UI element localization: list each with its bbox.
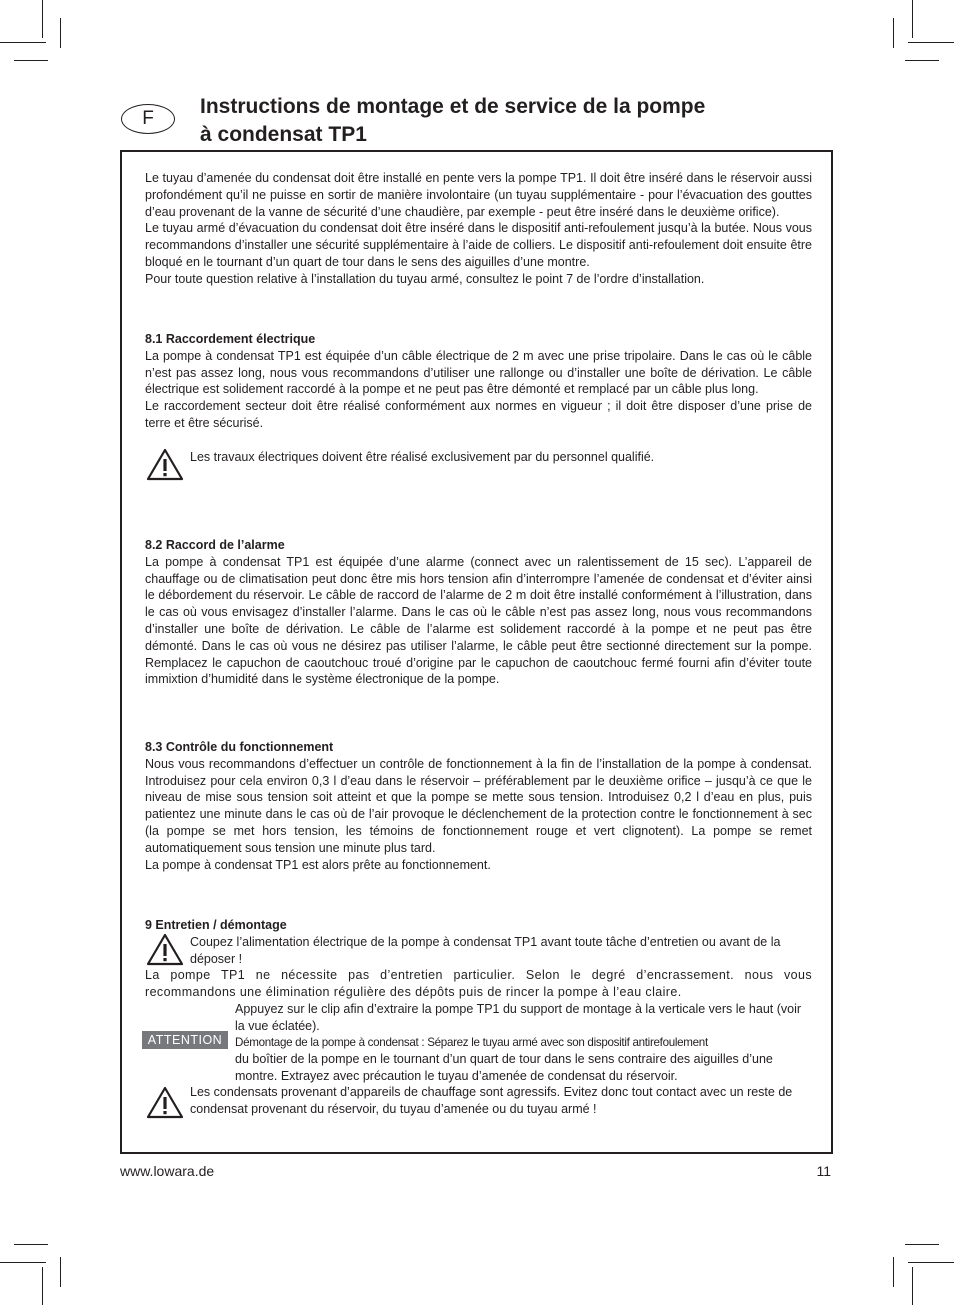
crop-mark <box>0 42 46 43</box>
attention-badge: ATTENTION <box>142 1031 228 1049</box>
section-heading: 8.3 Contrôle du fonctionnement <box>145 740 334 754</box>
paragraph: du boîtier de la pompe en le tournant d’un quart de tour dans le sens contraire des aiguilles d’une montre. Extrayez avec précaution le tuyau d’amenée de condensat du réservoir. <box>235 1052 773 1084</box>
paragraph: Le raccordement secteur doit être réalisé conformément aux normes en vigueur ; il doit être disposer d’une prise de terre et être sécurisé. <box>145 399 812 430</box>
section-8-3 <box>145 739 812 873</box>
crop-mark <box>905 1244 939 1245</box>
crop-mark <box>905 60 939 61</box>
warning-triangle-icon <box>146 933 184 966</box>
paragraph: La pompe à condensat TP1 est alors prête au fonctionnement. <box>145 857 491 872</box>
crop-mark <box>0 1262 46 1263</box>
page-number: 11 <box>816 1163 831 1179</box>
crop-mark <box>893 1257 894 1287</box>
paragraph: Nous vous recommandons d’effectuer un contrôle de fonctionnement à la fin de l’installation de la pompe à condensat. Introduisez pour cela environ 0,3 l d’eau dans le réservoir – préférablement par le deuxième orifice – jusqu’à ce que le niveau de mise sous tension soit atteint et que la pompe se mette sous tension. Introduisez 0,2 l d’eau en plus, puis patientez une minute dans le cas où de l’air provoque le déclenchement de la protection contre le fonctionnement à sec (la pompe se met hors tension, les témoins de fonctionnement rouge et vert clignotent). La pompe se remet automatiquement sous tension une minute plus tard. <box>145 756 812 855</box>
warning-text: Coupez l’alimentation électrique de la pompe à condensat TP1 avant toute tâche d’entretien ou avant de la déposer ! <box>190 935 781 966</box>
title-line-2: à condensat TP1 <box>200 123 367 146</box>
section-8-1 <box>145 331 812 432</box>
crop-mark <box>60 1257 61 1287</box>
warning-triangle-icon <box>146 448 184 481</box>
section-8-2 <box>145 537 812 688</box>
intro-section <box>145 170 812 288</box>
crop-mark <box>912 0 913 38</box>
paragraph: Le tuyau d’amenée du condensat doit être installé en pente vers la pompe TP1. Il doit être inséré dans le réservoir aussi profondément qu’il ne puisse en sortir de manière involontaire (un tuyau supplémentaire - pour l’évacuation des gouttes d’eau provenant de la vanne de sécurité d’une chaudière, par exemple - peut être inséré dans le deuxième orifice). <box>145 171 812 219</box>
paragraph: La pompe TP1 ne nécessite pas d’entretien particulier. Selon le degré d’encrassement. nous vous recommandons une élimination régulière des dépôts puis de rincer la pompe à l’eau claire. <box>145 968 812 999</box>
crop-mark <box>60 18 61 48</box>
section-heading: 8.2 Raccord de l’alarme <box>145 538 285 552</box>
crop-mark <box>908 42 954 43</box>
crop-mark <box>14 60 48 61</box>
crop-mark <box>893 18 894 48</box>
crop-mark <box>14 1244 48 1245</box>
warning-text: Les travaux électriques doivent être réalisé exclusivement par du personnel qualifié. <box>190 450 655 464</box>
section-heading: 9 Entretien / démontage <box>145 918 287 932</box>
footer-website: www.lowara.de <box>120 1163 215 1179</box>
warning-triangle-icon <box>146 1086 184 1119</box>
crop-mark <box>42 0 43 38</box>
paragraph: La pompe à condensat TP1 est équipée d’un câble électrique de 2 m avec une prise tripolaire. Dans le cas où le câble n’est pas assez long, nous vous recommandons d’utiliser une rallonge ou d’installer une boîte de dérivation. Le câble électrique est solidement raccordé à la pompe et ne peut pas être démonté et remplacé par un câble plus long. <box>145 348 812 397</box>
warning-text: Les condensats provenant d’appareils de chauffage sont agressifs. Evitez donc tout contact avec un reste de condensat provenant du réservoir, du tuyau d’amenée ou du tuyau armé ! <box>190 1085 793 1116</box>
paragraph: Démontage de la pompe à condensat : Séparez le tuyau armé avec son dispositif antirefoulement <box>235 1035 708 1049</box>
page-title <box>200 93 820 149</box>
title-line-1: Instructions de montage et de service de la pompe <box>200 95 706 118</box>
paragraph: La pompe à condensat TP1 est équipée d’une alarme (connect avec un ralentissement de 15 sec). L’appareil de chauffage ou de climatisation peut donc être mis hors tension afin d’interrompre l’amenée de condensat et d’éviter ainsi le débordement du réservoir. Le câble de raccord de l’alarme de 2 m doit être installé conformément à l’illustration, dans le cas où vous envisagez d’installer l’alarme. Dans le cas où le câble n’est pas assez long, nous vous recommandons d’installer une boîte de dérivation. Le câble de l’alarme est solidement raccordé à la pompe et ne peut pas être démonté. Dans le cas où vous ne désirez pas utiliser l’alarme, le câble peut être sectionné directement sur la pompe. Remplacez le capuchon de caoutchouc troué d’origine par le capuchon de caoutchouc fermé fourni afin d’éviter toute immixtion d’humidité dans le système électronique de la pompe. <box>145 554 812 687</box>
section-9-heading-block <box>145 917 812 934</box>
section-heading: 8.1 Raccordement électrique <box>145 332 316 346</box>
paragraph: Appuyez sur le clip afin d’extraire la pompe TP1 du support de montage à la verticale vers le haut (voir la vue éclatée). <box>235 1002 802 1033</box>
crop-mark <box>908 1262 954 1263</box>
maintenance-paragraph <box>145 967 812 1001</box>
paragraph: Le tuyau armé d’évacuation du condensat doit être inséré dans le dispositif anti-refoulement jusqu’à la butée. Nous vous recommandons d’installer une sécurité supplémentaire à l’aide de colliers. Le dispositif anti-refoulement doit ensuite être bloqué en le tournant d’un quart de tour dans le sens des aiguilles d’une montre. <box>145 221 812 269</box>
paragraph: Pour toute question relative à l’installation du tuyau armé, consultez le point 7 de l’ordre d’installation. <box>145 271 705 286</box>
crop-mark <box>912 1267 913 1305</box>
crop-mark <box>42 1267 43 1305</box>
attention-text <box>235 1001 812 1085</box>
language-badge: F <box>121 104 175 134</box>
